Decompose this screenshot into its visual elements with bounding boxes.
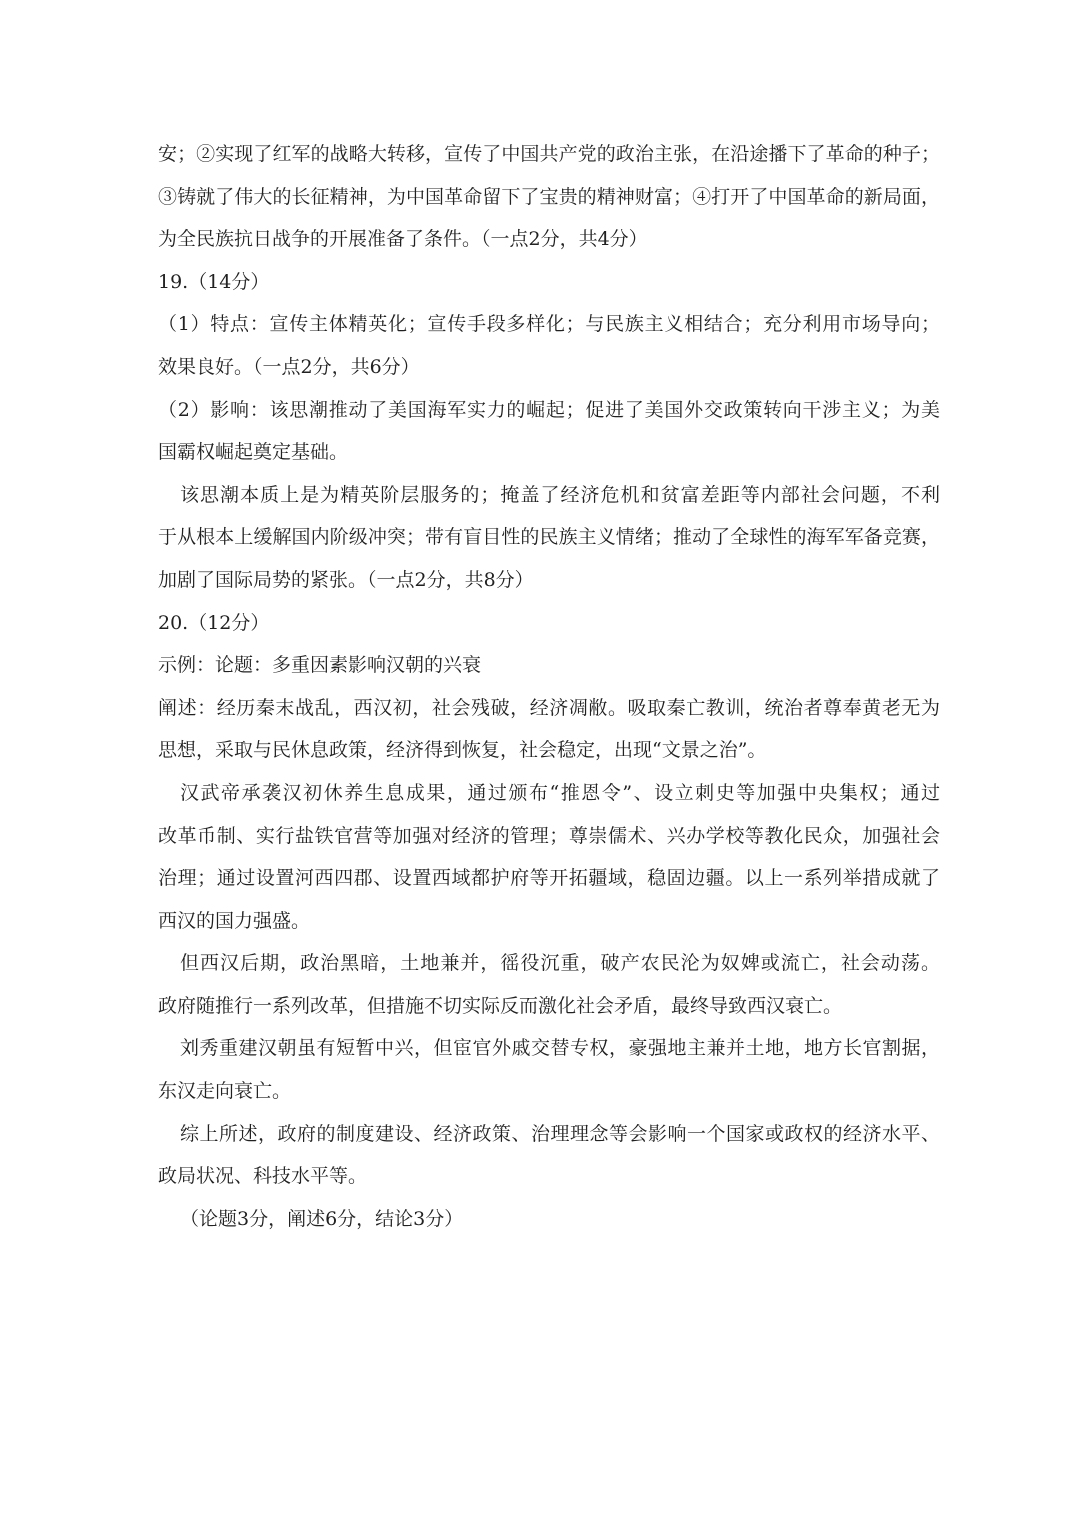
question-20-heading: 20.（12分） [158,611,270,634]
text-line: 但西汉后期，政治黑暗，土地兼并，徭役沉重，破产农民沦为奴婢或流亡，社会动荡。 [180,952,940,975]
text-line: 于从根本上缓解国内阶级冲突；带有盲目性的民族主义情绪；推动了全球性的海军军备竞赛， [158,526,940,549]
text-line: 安；②实现了红军的战略大转移，宣传了中国共产党的政治主张，在沿途播下了革命的种子； [158,143,940,165]
text-line: （1）特点：宣传主体精英化；宣传手段多样化；与民族主义相结合；充分利用市场导向； [158,313,940,336]
text-line: 刘秀重建汉朝虽有短暂中兴，但宦官外戚交替专权，豪强地主兼并土地，地方长官割据， [180,1037,940,1060]
scoring-note: （论题3分，阐述6分，结论3分） [180,1207,464,1230]
text-line: 阐述：经历秦末战乱，西汉初，社会残破，经济凋敝。吸取秦亡教训，统治者尊奉黄老无为 [158,696,940,719]
text-line: 治理；通过设置河西四郡、设置西域都护府等开拓疆域，稳固边疆。以上一系列举措成就了 [158,867,940,890]
text-line: 政局状况、科技水平等。 [158,1165,368,1188]
text-line: ③铸就了伟大的长征精神，为中国革命留下了宝贵的精神财富；④打开了中国革命的新局面， [158,185,940,208]
text-line: 该思潮本质上是为精英阶层服务的；掩盖了经济危机和贫富差距等内部社会问题，不利 [180,483,940,506]
text-line: 示例：论题：多重因素影响汉朝的兴衰 [158,654,482,677]
text-line: 改革币制、实行盐铁官营等加强对经济的管理；尊崇儒术、兴办学校等教化民众，加强社会 [158,824,940,847]
answer-text-block [158,133,940,1240]
text-line: 东汉走向衰亡。 [158,1080,292,1103]
text-line: 政府随推行一系列改革，但措施不切实际反而激化社会矛盾，最终导致西汉衰亡。 [158,994,843,1017]
text-line: 思想，采取与民休息政策，经济得到恢复，社会稳定，出现“文景之治”。 [158,739,767,762]
text-line: 国霸权崛起奠定基础。 [158,441,349,464]
text-line: 汉武帝承袭汉初休养生息成果，通过颁布“推恩令”、设立刺史等加强中央集权；通过 [180,781,940,804]
text-line: 效果良好。（一点2分，共6分） [158,355,420,378]
text-line: 综上所述，政府的制度建设、经济政策、治理理念等会影响一个国家或政权的经济水平、 [180,1122,940,1145]
text-line: 加剧了国际局势的紧张。（一点2分，共8分） [158,568,534,591]
text-line: 为全民族抗日战争的开展准备了条件。（一点2分，共4分） [158,228,648,251]
text-line: 西汉的国力强盛。 [158,909,311,932]
question-19-heading: 19.（14分） [158,270,270,293]
text-line: （2）影响：该思潮推动了美国海军实力的崛起；促进了美国外交政策转向干涉主义；为美 [158,398,940,421]
